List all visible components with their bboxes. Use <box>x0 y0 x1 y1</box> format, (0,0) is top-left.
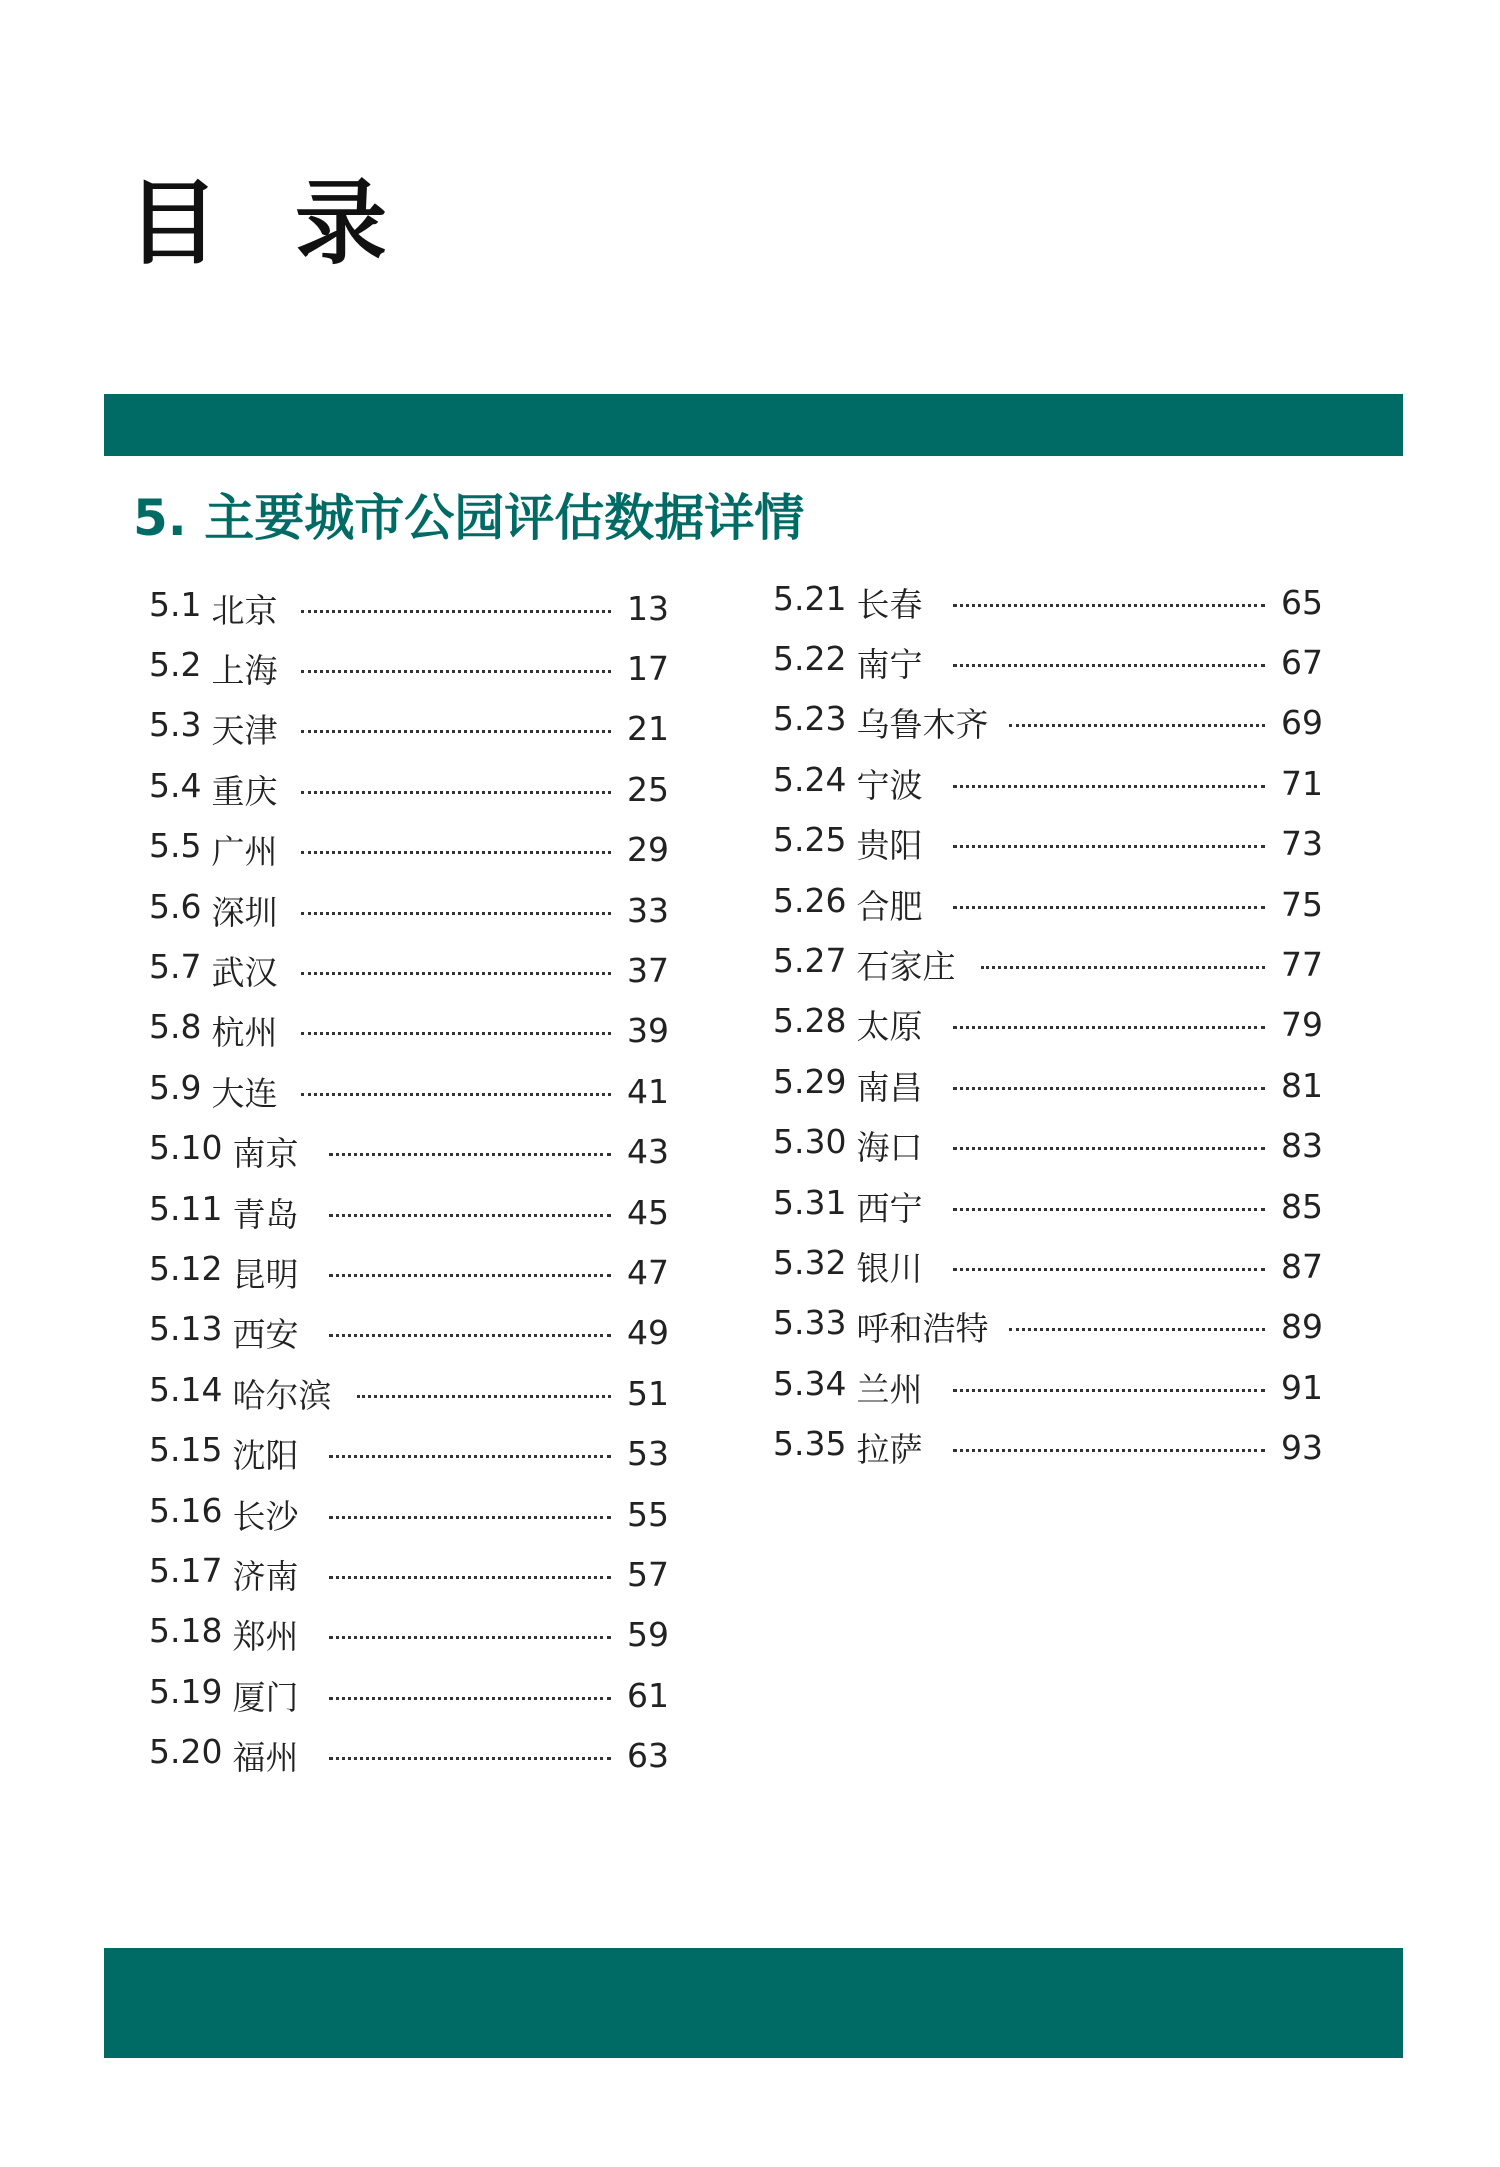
toc-entry-label <box>773 1303 997 1350</box>
toc-entry-city: 郑州 <box>232 1617 299 1657</box>
toc-entry-number: 5.20 <box>149 1732 223 1772</box>
toc-entry-number: 5.25 <box>773 820 847 860</box>
toc-entry-city: 长春 <box>856 584 923 624</box>
toc-page-number: 25 <box>627 769 669 809</box>
toc-entry-number: 5.26 <box>773 880 847 920</box>
toc-entry[interactable] <box>149 1061 669 1121</box>
toc-page-number: 73 <box>1281 824 1323 864</box>
toc-entry[interactable] <box>773 1236 1323 1296</box>
dot-leader <box>329 1697 611 1700</box>
toc-column-left <box>149 578 669 1786</box>
toc-page-number: 47 <box>627 1252 669 1292</box>
toc-entry-city: 深圳 <box>211 892 278 932</box>
toc-page-number: 83 <box>1281 1126 1323 1166</box>
toc-entry-city: 济南 <box>232 1556 299 1596</box>
toc-entry[interactable] <box>773 1417 1323 1477</box>
toc-page-number: 93 <box>1281 1428 1323 1468</box>
toc-entry-city: 青岛 <box>232 1194 299 1234</box>
toc-entry[interactable] <box>773 934 1323 994</box>
toc-entry[interactable] <box>149 940 669 1000</box>
dot-leader <box>953 1208 1265 1211</box>
toc-page-number: 49 <box>627 1313 669 1353</box>
toc-entry[interactable] <box>149 1303 669 1363</box>
toc-entry-city: 福州 <box>232 1738 299 1778</box>
toc-entry-city: 银川 <box>856 1248 923 1288</box>
toc-entry-city: 武汉 <box>211 953 278 993</box>
toc-entry-number: 5.35 <box>773 1424 847 1464</box>
toc-page-number: 21 <box>627 709 669 749</box>
toc-entry-number: 5.28 <box>773 1001 847 1041</box>
toc-entry-city: 沈阳 <box>232 1436 299 1476</box>
toc-entry[interactable] <box>773 632 1323 692</box>
toc-page-number: 33 <box>627 890 669 930</box>
toc-page-number: 29 <box>627 830 669 870</box>
toc-entry-city: 昆明 <box>232 1254 299 1294</box>
toc-entry-city: 大连 <box>211 1073 278 1113</box>
toc-page-number: 59 <box>627 1615 669 1655</box>
dot-leader <box>329 1153 611 1156</box>
dot-leader <box>301 730 611 733</box>
toc-entry-number: 5.21 <box>773 578 847 618</box>
toc-entry-number: 5.2 <box>149 645 202 685</box>
dot-leader <box>329 1757 611 1760</box>
toc-entry-number: 5.32 <box>773 1242 847 1282</box>
toc-page-number: 55 <box>627 1494 669 1534</box>
toc-page-number: 45 <box>627 1192 669 1232</box>
toc-page-number: 63 <box>627 1736 669 1776</box>
toc-page-number: 57 <box>627 1554 669 1594</box>
toc-entry-number: 5.34 <box>773 1363 847 1403</box>
dot-leader <box>953 785 1265 788</box>
dot-leader <box>301 972 611 975</box>
dot-leader <box>329 1516 611 1519</box>
toc-entry[interactable] <box>149 880 669 940</box>
toc-page-number: 77 <box>1281 945 1323 985</box>
toc-entry-number: 5.1 <box>149 584 202 624</box>
toc-entry-number: 5.27 <box>773 941 847 981</box>
toc-page-number: 13 <box>627 588 669 628</box>
toc-entry[interactable] <box>149 759 669 819</box>
toc-entry-label <box>773 1122 941 1169</box>
dot-leader <box>329 1274 611 1277</box>
toc-entry[interactable] <box>149 578 669 638</box>
toc-entry-city: 哈尔滨 <box>232 1375 332 1415</box>
toc-entry-number: 5.10 <box>149 1128 223 1168</box>
toc-entry-label <box>773 881 941 928</box>
toc-entry[interactable] <box>149 1725 669 1785</box>
dot-leader <box>301 670 611 673</box>
toc-page-number: 87 <box>1281 1246 1323 1286</box>
toc-entry[interactable] <box>773 874 1323 934</box>
toc-entry-label <box>149 705 289 752</box>
toc-entry-number: 5.13 <box>149 1309 223 1349</box>
toc-entry-label <box>773 941 969 988</box>
toc-entry-city: 杭州 <box>211 1013 278 1053</box>
toc-entry-city: 贵阳 <box>856 826 923 866</box>
toc-entry[interactable] <box>149 1665 669 1725</box>
toc-entry-label <box>149 1128 317 1175</box>
toc-entry[interactable] <box>149 1605 669 1665</box>
toc-entry-label <box>773 1001 941 1048</box>
section-heading: 5. 主要城市公园评估数据详情 <box>133 489 805 547</box>
toc-entry-city: 南宁 <box>856 645 923 685</box>
toc-entry-city: 呼和浩特 <box>856 1309 989 1349</box>
toc-entry-number: 5.17 <box>149 1550 223 1590</box>
toc-entry-city: 合肥 <box>856 886 923 926</box>
toc-entry-city: 海口 <box>856 1128 923 1168</box>
top-accent-band <box>104 394 1403 456</box>
page-title: 目 录 <box>127 170 410 277</box>
toc-entry-label <box>149 585 289 632</box>
toc-page-number: 39 <box>627 1011 669 1051</box>
toc-entry[interactable] <box>773 572 1323 632</box>
toc-entry-city: 石家庄 <box>856 947 956 987</box>
toc-entry-label <box>149 645 289 692</box>
toc-page-number: 67 <box>1281 643 1323 683</box>
toc-entry-label <box>773 699 997 746</box>
toc-entry-city: 拉萨 <box>856 1430 923 1470</box>
toc-entry-number: 5.12 <box>149 1248 223 1288</box>
dot-leader <box>301 1032 611 1035</box>
toc-entry-number: 5.30 <box>773 1122 847 1162</box>
toc-entry-label <box>773 760 941 807</box>
toc-entry[interactable] <box>149 1001 669 1061</box>
toc-entry-label <box>149 1430 317 1477</box>
toc-entry[interactable] <box>149 699 669 759</box>
toc-entry[interactable] <box>773 814 1323 874</box>
dot-leader <box>953 906 1265 909</box>
dot-leader <box>1009 1328 1265 1331</box>
toc-page-number: 91 <box>1281 1367 1323 1407</box>
dot-leader <box>329 1636 611 1639</box>
toc-entry-label <box>149 1491 317 1538</box>
toc-entry-number: 5.33 <box>773 1303 847 1343</box>
toc-entry[interactable] <box>773 753 1323 813</box>
toc-entry-label <box>149 826 289 873</box>
toc-page-number: 17 <box>627 649 669 689</box>
toc-entry-number: 5.5 <box>149 826 202 866</box>
toc-entry-city: 兰州 <box>856 1369 923 1409</box>
toc-entry[interactable] <box>149 820 669 880</box>
dot-leader <box>953 1389 1265 1392</box>
toc-entry-city: 太原 <box>856 1007 923 1047</box>
toc-page-number: 43 <box>627 1132 669 1172</box>
toc-entry[interactable] <box>149 1182 669 1242</box>
toc-entry-number: 5.23 <box>773 699 847 739</box>
toc-entry-number: 5.4 <box>149 765 202 805</box>
toc-page-number: 53 <box>627 1434 669 1474</box>
toc-entry-label <box>149 947 289 994</box>
toc-entry-label <box>773 1364 941 1411</box>
toc-entry-label <box>773 639 941 686</box>
toc-entry[interactable] <box>149 1122 669 1182</box>
toc-page-number: 41 <box>627 1071 669 1111</box>
toc-column-right <box>773 572 1323 1478</box>
dot-leader <box>301 851 611 854</box>
dot-leader <box>301 610 611 613</box>
dot-leader <box>953 604 1265 607</box>
dot-leader <box>329 1214 611 1217</box>
toc-entry[interactable] <box>773 995 1323 1055</box>
toc-entry[interactable] <box>773 1357 1323 1417</box>
toc-entry-city: 西宁 <box>856 1188 923 1228</box>
toc-entry-city: 广州 <box>211 832 278 872</box>
toc-entry-number: 5.29 <box>773 1061 847 1101</box>
toc-page-number: 51 <box>627 1373 669 1413</box>
dot-leader <box>953 1449 1265 1452</box>
toc-entry-number: 5.24 <box>773 759 847 799</box>
toc-entry-city: 乌鲁木齐 <box>856 705 989 745</box>
toc-entry-number: 5.8 <box>149 1007 202 1047</box>
toc-entry-city: 上海 <box>211 651 278 691</box>
toc-entry-label <box>149 1309 317 1356</box>
toc-entry-label <box>149 1672 317 1719</box>
toc-page-number: 85 <box>1281 1186 1323 1226</box>
toc-entry[interactable] <box>149 1423 669 1483</box>
toc-page-number: 61 <box>627 1675 669 1715</box>
dot-leader <box>953 1026 1265 1029</box>
toc-entry-label <box>149 1249 317 1296</box>
toc-entry-label <box>773 579 941 626</box>
toc-page-number: 75 <box>1281 884 1323 924</box>
toc-entry-label <box>773 820 941 867</box>
toc-entry[interactable] <box>773 1176 1323 1236</box>
toc-entry-number: 5.11 <box>149 1188 223 1228</box>
dot-leader <box>1009 724 1265 727</box>
toc-entry-number: 5.19 <box>149 1671 223 1711</box>
toc-entry-label <box>773 1062 941 1109</box>
toc-page-number: 81 <box>1281 1065 1323 1105</box>
toc-entry-label <box>149 1189 317 1236</box>
toc-entry-label <box>149 1551 317 1598</box>
dot-leader <box>953 845 1265 848</box>
toc-entry-label <box>149 1068 289 1115</box>
dot-leader <box>301 1093 611 1096</box>
toc-entry-number: 5.18 <box>149 1611 223 1651</box>
toc-page-number: 79 <box>1281 1005 1323 1045</box>
toc-entry-number: 5.22 <box>773 639 847 679</box>
toc-entry[interactable] <box>149 638 669 698</box>
toc-entry-number: 5.31 <box>773 1182 847 1222</box>
toc-entry-number: 5.7 <box>149 947 202 987</box>
toc-entry-label <box>149 766 289 813</box>
toc-entry-city: 天津 <box>211 711 278 751</box>
toc-entry-label <box>773 1183 941 1230</box>
toc-entry-city: 重庆 <box>211 771 278 811</box>
toc-entry-label <box>149 1370 345 1417</box>
toc-page-number: 37 <box>627 951 669 991</box>
toc-entry-label <box>773 1243 941 1290</box>
toc-entry[interactable] <box>149 1242 669 1302</box>
toc-entry-number: 5.15 <box>149 1430 223 1470</box>
toc-entry-city: 西安 <box>232 1315 299 1355</box>
dot-leader <box>953 664 1265 667</box>
dot-leader <box>329 1455 611 1458</box>
dot-leader <box>301 791 611 794</box>
dot-leader <box>953 1147 1265 1150</box>
dot-leader <box>981 966 1265 969</box>
toc-page-number: 89 <box>1281 1307 1323 1347</box>
toc-entry[interactable] <box>773 1297 1323 1357</box>
toc-entry[interactable] <box>149 1363 669 1423</box>
toc-entry-label <box>149 1732 317 1779</box>
bottom-accent-band <box>104 1948 1403 2058</box>
toc-entry-city: 厦门 <box>232 1677 299 1717</box>
toc-entry[interactable] <box>149 1544 669 1604</box>
dot-leader <box>329 1334 611 1337</box>
dot-leader <box>301 912 611 915</box>
toc-entry[interactable] <box>773 1055 1323 1115</box>
dot-leader <box>953 1087 1265 1090</box>
toc-entry-city: 北京 <box>211 590 278 630</box>
toc-entry[interactable] <box>773 1116 1323 1176</box>
toc-entry-label <box>773 1424 941 1471</box>
toc-entry-number: 5.3 <box>149 705 202 745</box>
toc-entry-number: 5.6 <box>149 886 202 926</box>
toc-page-number: 71 <box>1281 763 1323 803</box>
toc-entry-city: 长沙 <box>232 1496 299 1536</box>
toc-entry[interactable] <box>773 693 1323 753</box>
toc-entry-label <box>149 887 289 934</box>
toc-entry-city: 南京 <box>232 1134 299 1174</box>
dot-leader <box>329 1576 611 1579</box>
toc-entry-number: 5.16 <box>149 1490 223 1530</box>
toc-page-number: 69 <box>1281 703 1323 743</box>
toc-entry-label <box>149 1007 289 1054</box>
toc-entry-number: 5.14 <box>149 1369 223 1409</box>
toc-entry-label <box>149 1611 317 1658</box>
dot-leader <box>953 1268 1265 1271</box>
toc-entry-city: 南昌 <box>856 1067 923 1107</box>
toc-page-number: 65 <box>1281 582 1323 622</box>
toc-entry[interactable] <box>149 1484 669 1544</box>
toc-entry-number: 5.9 <box>149 1067 202 1107</box>
dot-leader <box>357 1395 611 1398</box>
toc-entry-city: 宁波 <box>856 765 923 805</box>
